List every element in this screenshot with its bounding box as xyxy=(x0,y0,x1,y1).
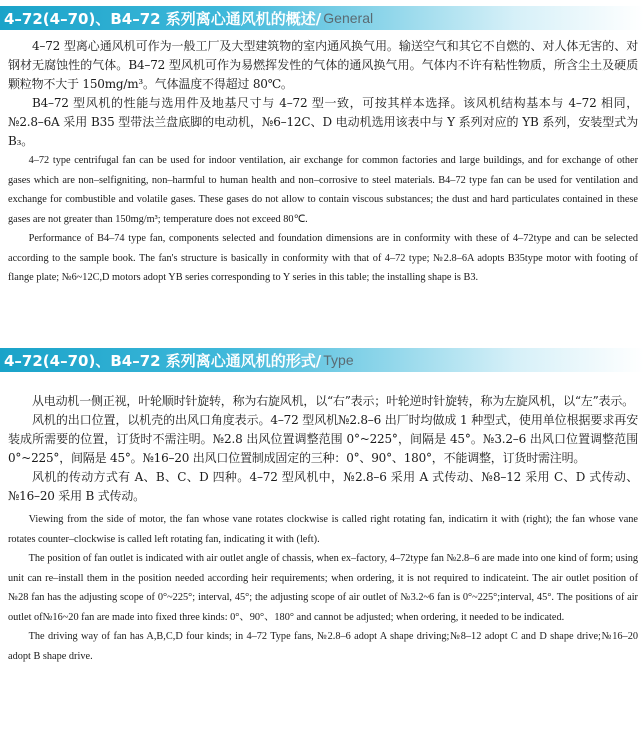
paragraph-en: Performance of B4–74 type fan, components selected and foundation dimensions are in conformity with these of 4–72type and can be selected according to the sample book. The fan's structure is basically in conformity with that of 4–72 type; №2.8–6A adopts B35type motor with footing of flange plate; №6~12C,D motors adopt YB series corresponding to Y series in this table; the installing shape is B3. xyxy=(8,233,638,283)
paragraph-cn: 从电动机一侧正视，叶轮顺时针旋转，称为右旋风机，以“右”表示；叶轮逆时针旋转，称为左旋风机，以“左”表示。 xyxy=(32,394,634,408)
section-header-general xyxy=(0,6,644,30)
paragraph-cn: 风机的出口位置，以机壳的出风口角度表示。4–72 型风机№2.8–6 出厂时均做成 1 种型式，使用单位根据要求再安装成所需要的位置，订货时不需注明。№2.8 出风位置调整范围 0°~225°，间隔是 45°。№3.2–6 出风口位置调整范围 0°~225°，间隔是 45°。№16–20 出风口位置制成固定的三种：0°、90°、180°，不能调整，订货时需注明。 xyxy=(8,413,638,465)
paragraph-en: The driving way of fan has A,B,C,D four kinds; in 4–72 Type fans, №2.8–6 adopt A shape driving;№8–12 adopt C and D shape drive;№16–20 adopt B shape drive. xyxy=(8,631,638,662)
paragraph-en: Viewing from the side of motor, the fan whose vane rotates clockwise is called right rotating fan, indicatirn it with (right); the fan whose vane rotates counter–clockwise is called left rotating fan, indicating it with (left). xyxy=(8,514,638,545)
section-title-en: Type xyxy=(323,352,354,368)
type-body xyxy=(8,392,638,666)
section-title-cn: 4–72(4–70)、B4–72 系列离心通风机的概述/ xyxy=(4,9,322,28)
paragraph-cn: 风机的传动方式有 A、B、C、D 四种。4–72 型风机中，№2.8–6 采用 A 式传动、№8–12 采用 C、D 式传动、№16–20 采用 B 式传动。 xyxy=(8,470,638,503)
paragraph-cn: B4–72 型风机的性能与选用件及地基尺寸与 4–72 型一致，可按其样本选择。该风机结构基本与 4–72 相同，№2.8–6A 采用 B35 型带法兰盘底脚的电动机，№6–12C、D 电动机选用该表中与 Y 系列对应的 YB 系列，安装型式为 B₃。 xyxy=(8,96,638,148)
paragraph-cn: 4–72 型离心通风机可作为一般工厂及大型建筑物的室内通风换气用。输送空气和其它不自燃的、对人体无害的、对钢材无腐蚀性的气体。B4–72 型风机可作为易燃挥发性的气体的通风换气用。气体内不许有粘性物质，所含尘土及硬质颗粒物不大于 150mg/m³。气体温度不得超过 80℃。 xyxy=(8,39,638,91)
section-title-cn: 4–72(4–70)、B4–72 系列离心通风机的形式/ xyxy=(4,351,322,370)
paragraph-en: 4–72 type centrifugal fan can be used for indoor ventilation, air exchange for common factories and large buildings, and for exchange of other gases which are non–selfigniting, non–harmful to human health and non–corrosive to steel materials. B4–72 type fan can be used for ventilation and exchange for combustible and volatile gases. These gases do not allow to contain viscous substances; the dust and hard particulates contained in these gases are not greater than 150mg/m³; temperature does not exceed 80℃. xyxy=(8,155,638,225)
general-body xyxy=(8,37,638,288)
paragraph-en: The position of fan outlet is indicated with air outlet angle of chassis, when ex–factory, 4–72type fan №2.8–6 are made into one kind of form; using unit can re–install them in the position needed according heir requirements; when ordering, it is not required to indicateint. The air outlet position of №28 fan has the adjusting scope of 0°~225°; interval, 45°; the adjusting scope of air outlet of №3.2~6 fan is 0°~225°;interval, 45°. The positions of air outlet of№16~20 fan are made into fixed three kinds: 0°、90°、180° and cannot be adjusted; when ordering, it needed to be indicated. xyxy=(8,553,638,623)
section-title-en: General xyxy=(323,10,374,26)
section-header-type xyxy=(0,348,644,372)
